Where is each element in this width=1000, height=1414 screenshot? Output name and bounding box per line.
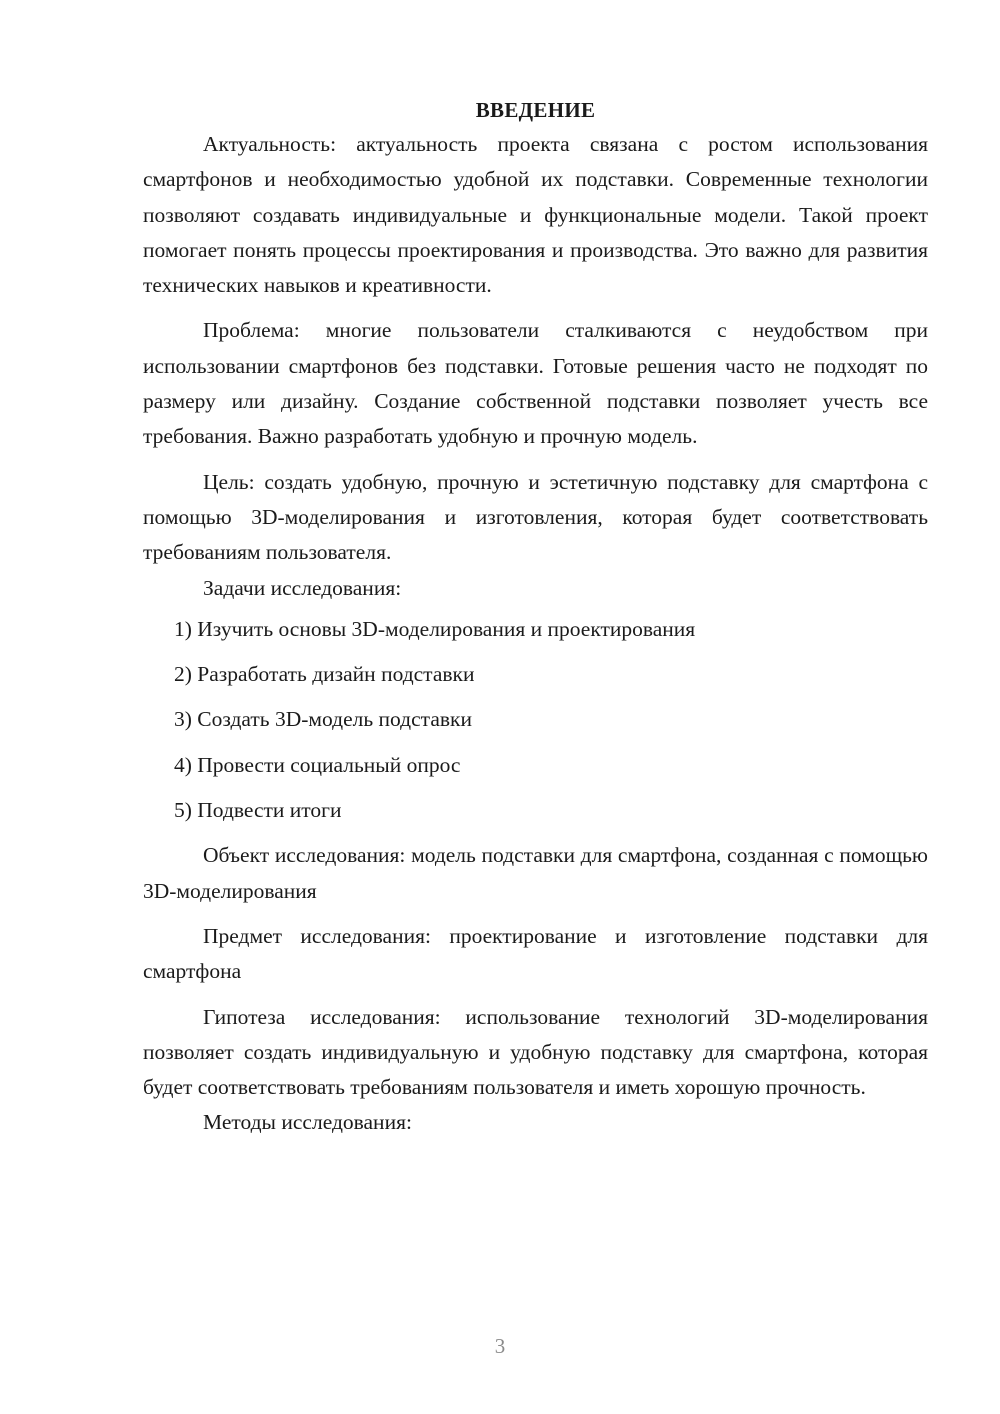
list-item: 5) Подвести итоги bbox=[174, 798, 342, 823]
paragraph-hypothesis: Гипотеза исследования: использование технологий 3D-моделирования позволяет создать индивидуальную и удобную подставку для смартфона, которая будет соответствовать требованиям пользователя и иметь хорошую прочность. bbox=[143, 1004, 928, 1100]
paragraph-subject: Предмет исследования: проектирование и изготовление подставки для смартфона bbox=[143, 923, 928, 984]
section-title: ВВЕДЕНИЕ bbox=[475, 98, 596, 122]
list-item: 4) Провести социальный опрос bbox=[174, 752, 461, 777]
paragraph-problem: Проблема: многие пользователи сталкиваются с неудобством при использовании смартфонов без подставки. Готовые решения часто не подходят по размеру или дизайну. Создание собственной подставки позволяет учесть все требования. Важно разработать удобную и прочную модель. bbox=[143, 318, 928, 449]
page-content bbox=[143, 95, 928, 1141]
methods-label: Методы исследования: bbox=[203, 1110, 412, 1135]
list-item: 2) Разработать дизайн подставки bbox=[174, 662, 475, 687]
tasks-label: Задачи исследования: bbox=[203, 575, 402, 600]
page-number: 3 bbox=[494, 1334, 506, 1358]
tasks-list bbox=[143, 612, 928, 828]
list-item: 1) Изучить основы 3D-моделирования и проектирования bbox=[174, 616, 696, 641]
paragraph-goal: Цель: создать удобную, прочную и эстетичную подставку для смартфона с помощью 3D-моделирования и изготовления, которая будет соответствовать требованиям пользователя. bbox=[143, 469, 928, 565]
paragraph-object: Объект исследования: модель подставки для смартфона, созданная с помощью 3D-моделирования bbox=[143, 843, 928, 903]
list-item: 3) Создать 3D-модель подставки bbox=[174, 707, 472, 732]
paragraph-relevance: Актуальность: актуальность проекта связана с ростом использования смартфонов и необходимостью удобной их подставки. Современные технологии позволяют создавать индивидуальные и функциональные модели. Такой проект помогает понять процессы проектирования и производства. Это важно для развития технических навыков и креативности. bbox=[143, 132, 928, 298]
